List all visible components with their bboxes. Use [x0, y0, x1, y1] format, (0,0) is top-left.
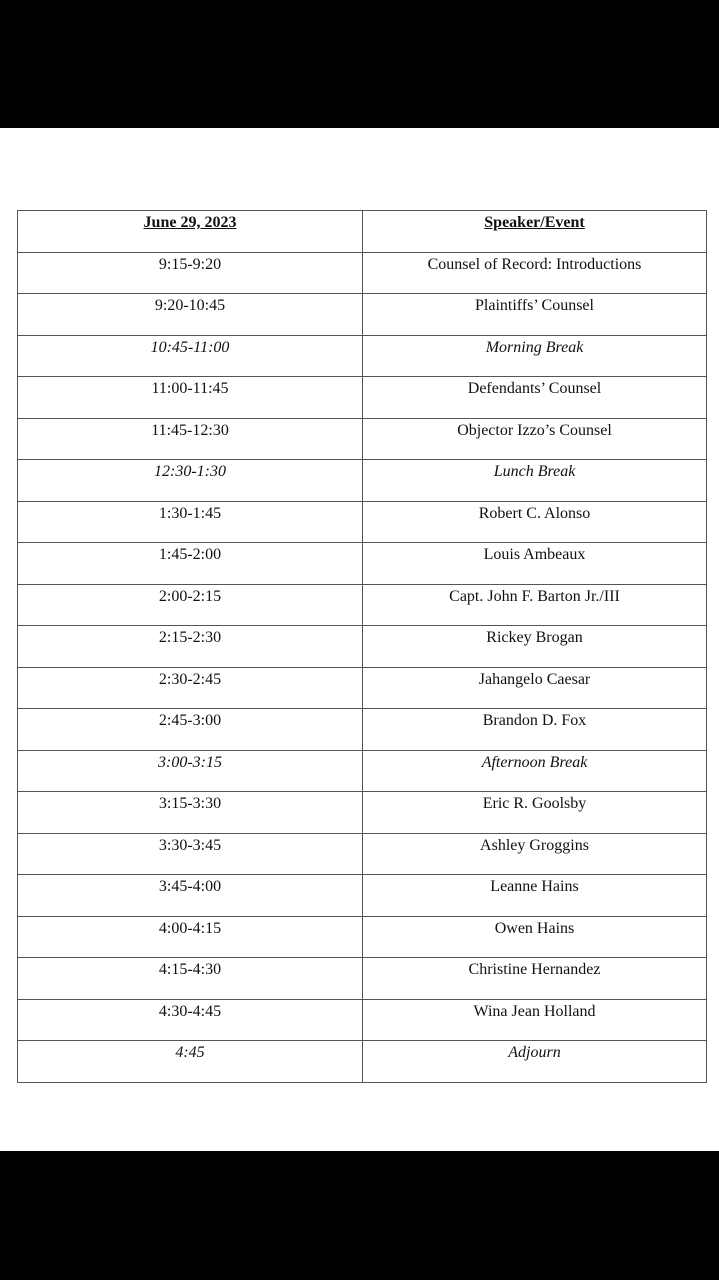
event-cell: Defendants’ Counsel: [363, 377, 707, 419]
table-row: [18, 418, 707, 460]
event-cell: Counsel of Record: Introductions: [363, 252, 707, 294]
table-row: [18, 460, 707, 502]
time-cell: 3:45-4:00: [18, 875, 363, 917]
event-cell: Adjourn: [363, 1041, 707, 1083]
time-cell: 2:45-3:00: [18, 709, 363, 751]
schedule-body: [18, 252, 707, 1082]
time-cell: 4:15-4:30: [18, 958, 363, 1000]
table-row: [18, 792, 707, 834]
time-cell: 2:15-2:30: [18, 626, 363, 668]
event-cell: Jahangelo Caesar: [363, 667, 707, 709]
table-row: [18, 377, 707, 419]
time-cell: 3:30-3:45: [18, 833, 363, 875]
date-header: [18, 211, 363, 253]
schedule-table: [17, 210, 707, 1083]
time-cell: 12:30-1:30: [18, 460, 363, 502]
header-row: [18, 211, 707, 253]
speaker-event-header: [363, 211, 707, 253]
table-row: [18, 584, 707, 626]
time-cell: 9:20-10:45: [18, 294, 363, 336]
date-header-text: June 29, 2023: [143, 214, 237, 231]
document-page: [0, 128, 719, 1151]
event-cell: Leanne Hains: [363, 875, 707, 917]
event-cell: Morning Break: [363, 335, 707, 377]
table-row: [18, 999, 707, 1041]
event-cell: Lunch Break: [363, 460, 707, 502]
time-cell: 10:45-11:00: [18, 335, 363, 377]
time-cell: 4:00-4:15: [18, 916, 363, 958]
event-cell: Brandon D. Fox: [363, 709, 707, 751]
event-cell: Christine Hernandez: [363, 958, 707, 1000]
table-row: [18, 335, 707, 377]
time-cell: 4:30-4:45: [18, 999, 363, 1041]
table-row: [18, 294, 707, 336]
time-cell: 3:00-3:15: [18, 750, 363, 792]
event-cell: Ashley Groggins: [363, 833, 707, 875]
time-cell: 2:30-2:45: [18, 667, 363, 709]
table-row: [18, 916, 707, 958]
time-cell: 1:30-1:45: [18, 501, 363, 543]
table-row: [18, 667, 707, 709]
time-cell: 3:15-3:30: [18, 792, 363, 834]
event-cell: Capt. John F. Barton Jr./III: [363, 584, 707, 626]
event-cell: Owen Hains: [363, 916, 707, 958]
event-cell: Afternoon Break: [363, 750, 707, 792]
table-row: [18, 833, 707, 875]
time-cell: 1:45-2:00: [18, 543, 363, 585]
table-row: [18, 252, 707, 294]
event-cell: Plaintiffs’ Counsel: [363, 294, 707, 336]
event-cell: Robert C. Alonso: [363, 501, 707, 543]
event-cell: Eric R. Goolsby: [363, 792, 707, 834]
event-cell: Wina Jean Holland: [363, 999, 707, 1041]
time-cell: 9:15-9:20: [18, 252, 363, 294]
time-cell: 2:00-2:15: [18, 584, 363, 626]
time-cell: 4:45: [18, 1041, 363, 1083]
table-row: [18, 750, 707, 792]
time-cell: 11:45-12:30: [18, 418, 363, 460]
table-row: [18, 543, 707, 585]
event-cell: Louis Ambeaux: [363, 543, 707, 585]
speaker-event-header-text: Speaker/Event: [484, 214, 585, 231]
table-row: [18, 875, 707, 917]
time-cell: 11:00-11:45: [18, 377, 363, 419]
table-row: [18, 709, 707, 751]
table-row: [18, 958, 707, 1000]
table-row: [18, 1041, 707, 1083]
event-cell: Rickey Brogan: [363, 626, 707, 668]
table-row: [18, 626, 707, 668]
table-row: [18, 501, 707, 543]
event-cell: Objector Izzo’s Counsel: [363, 418, 707, 460]
